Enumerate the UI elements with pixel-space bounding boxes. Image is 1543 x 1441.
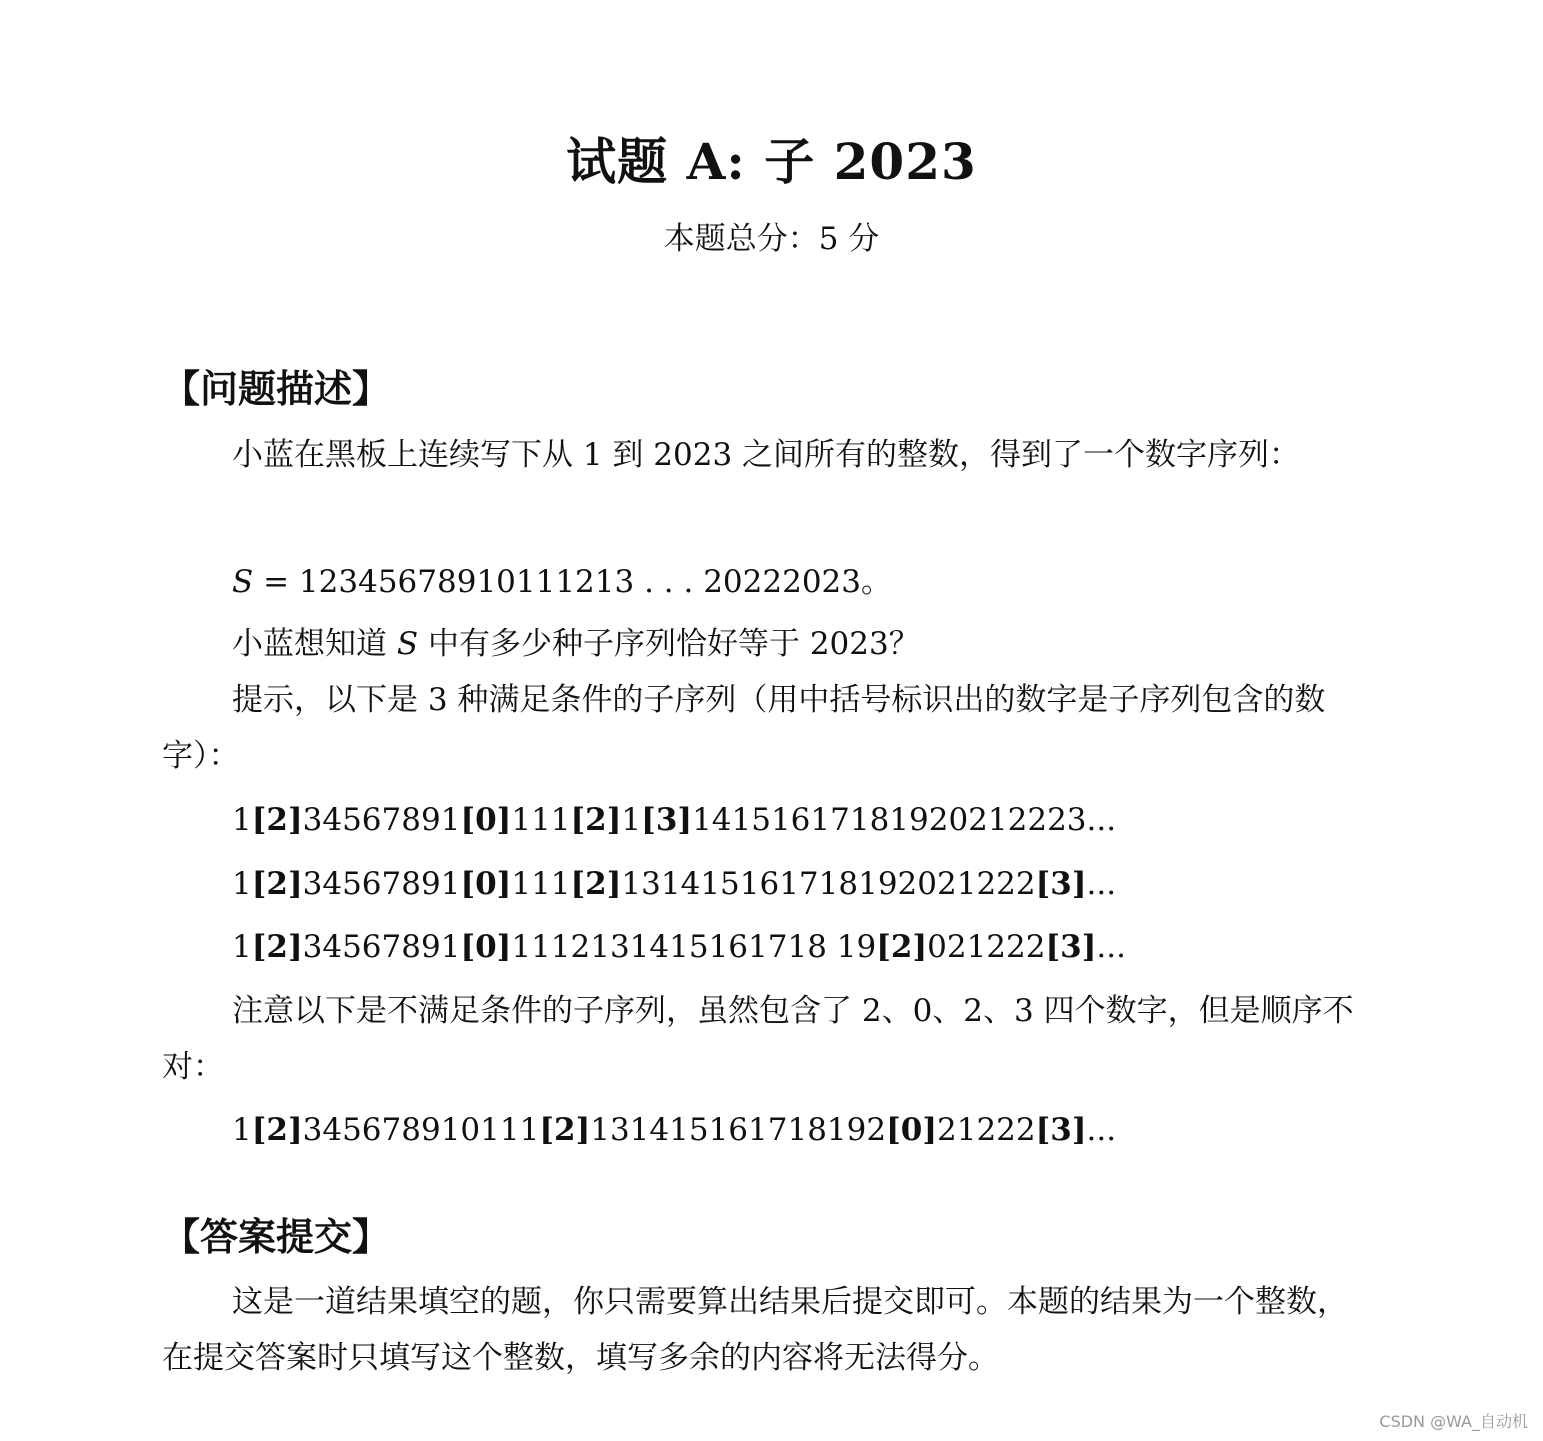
highlighted-digit: [3] xyxy=(641,802,693,838)
problem-paragraph-4-text: 注意以下是不满足条件的子序列，虽然包含了 2、0、2、3 四个数字，但是顺序不对： xyxy=(162,993,1354,1085)
answer-paragraph-text: 这是一道结果填空的题，你只需要算出结果后提交即可。本题的结果为一个整数，在提交答案时只填写这个整数，填写多余的内容将无法得分。 xyxy=(162,1284,1348,1376)
highlighted-digit: [0] xyxy=(460,802,512,838)
sequence-text: 131415161718192021222 xyxy=(621,866,1036,902)
sequence-text: ... xyxy=(1086,866,1117,902)
highlighted-digit: [0] xyxy=(460,929,512,965)
sequence-value: = 12345678910111213 . . . 20222023。 xyxy=(253,564,892,600)
sequence-text: 1 xyxy=(232,1112,252,1148)
answer-paragraph xyxy=(162,1274,1372,1386)
highlighted-digit: [2] xyxy=(876,929,928,965)
highlighted-digit: [2] xyxy=(539,1112,591,1148)
highlighted-digit: [0] xyxy=(886,1112,937,1148)
sequence-text: 1 xyxy=(232,866,252,902)
sequence-text: 131415161718192 xyxy=(590,1112,887,1148)
problem-heading: 【问题描述】 xyxy=(162,367,391,411)
sequence-text: 1 xyxy=(232,929,252,965)
example-sequence-1 xyxy=(232,802,1116,838)
counter-example-sequence xyxy=(232,1112,1116,1148)
highlighted-digit: [2] xyxy=(570,802,622,838)
sequence-text: 34567891 xyxy=(302,929,461,965)
watermark: CSDN @WA_自动机 xyxy=(1379,1412,1528,1431)
highlighted-digit: [2] xyxy=(251,866,303,902)
problem-paragraph-2 xyxy=(232,618,920,663)
problem-paragraph-3-text: 提示，以下是 3 种满足条件的子序列（用中括号标识出的数字是子序列包含的数字）： xyxy=(162,682,1326,774)
highlighted-digit: [0] xyxy=(460,866,512,902)
sequence-text: 14151617181920212223... xyxy=(692,802,1117,838)
sequence-text: 1 xyxy=(621,802,642,838)
problem-paragraph-3 xyxy=(162,672,1372,784)
highlighted-digit: [3] xyxy=(1035,866,1087,902)
page-title: 试题 A: 子 2023 xyxy=(566,132,977,191)
highlighted-digit: [2] xyxy=(251,802,303,838)
sequence-text: 34567891 xyxy=(302,866,461,902)
example-sequence-3 xyxy=(232,929,1126,965)
sequence-text: 021222 xyxy=(927,929,1046,965)
sequence-text: 1 xyxy=(232,802,252,838)
sequence-text: ... xyxy=(1096,929,1126,965)
page-subtitle: 本题总分：5 分 xyxy=(663,221,880,257)
p2-post: 中有多少种子序列恰好等于 2023？ xyxy=(418,626,920,662)
highlighted-digit: [2] xyxy=(251,1112,303,1148)
sequence-text: 345678910111 xyxy=(302,1112,540,1148)
p2-pre: 小蓝想知道 xyxy=(232,626,397,662)
problem-paragraph-4 xyxy=(162,983,1372,1095)
example-sequence-2 xyxy=(232,866,1116,902)
highlighted-digit: [2] xyxy=(570,866,622,902)
sequence-definition xyxy=(232,556,892,601)
sequence-text: ... xyxy=(1086,1112,1117,1148)
sequence-text: 111 xyxy=(511,802,571,838)
sequence-text: 21222 xyxy=(937,1112,1036,1148)
problem-paragraph-1 xyxy=(162,427,1372,483)
highlighted-digit: [3] xyxy=(1045,929,1097,965)
sequence-text: 34567891 xyxy=(302,802,461,838)
problem-paragraph-1-text: 小蓝在黑板上连续写下从 1 到 2023 之间所有的整数，得到了一个数字序列： xyxy=(232,437,1301,473)
answer-heading: 【答案提交】 xyxy=(162,1215,391,1259)
p2-var: S xyxy=(396,626,419,662)
sequence-text: 111 xyxy=(511,866,571,902)
sequence-text: 1112131415161718 19 xyxy=(511,929,877,965)
sequence-variable: S xyxy=(232,564,254,600)
highlighted-digit: [2] xyxy=(251,929,303,965)
highlighted-digit: [3] xyxy=(1035,1112,1087,1148)
